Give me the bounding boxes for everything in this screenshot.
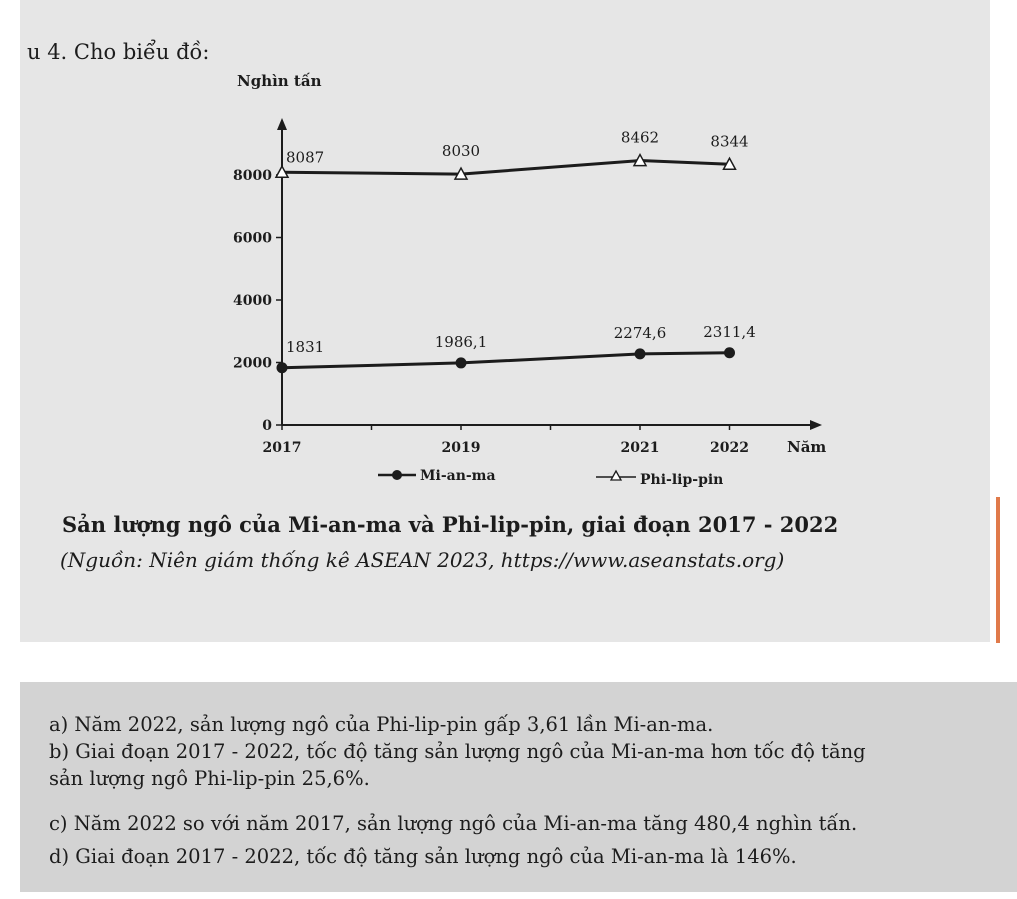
statement-d: d) Giai đoạn 2017 - 2022, tốc độ tăng sản lượng ngô của Mi-an-ma là 146%.: [49, 845, 797, 868]
statement-b-line2: sản lượng ngô Phi-lip-pin 25,6%.: [49, 767, 370, 790]
legend-marker-philippin: [611, 471, 621, 480]
y-tick-label: 6000: [233, 230, 272, 247]
x-tick-label: 2021: [620, 440, 660, 456]
y-axis-label: Nghìn tấn: [237, 72, 322, 90]
accent-bar: [996, 497, 1000, 643]
x-tick-label: 2022: [710, 440, 749, 456]
legend-label-mianma: Mi-an-ma: [420, 468, 496, 484]
y-tick-label: 8000: [233, 168, 272, 184]
chart-legend: [378, 468, 723, 488]
y-tick-label: 0: [262, 418, 272, 434]
data-label: 8462: [620, 128, 660, 147]
data-label: 2274,6: [613, 323, 667, 342]
chart-source: (Nguồn: Niên giám thống kê ASEAN 2023, https://www.aseanstats.org): [60, 548, 785, 572]
data-label: 8030: [441, 142, 481, 161]
series-line-0: [282, 353, 730, 368]
y-axis-arrow: [277, 118, 287, 130]
x-axis-label: Năm: [787, 438, 827, 456]
statement-c: c) Năm 2022 so với năm 2017, sản lượng ngô của Mi-an-ma tăng 480,4 nghìn tấn.: [49, 812, 858, 835]
data-label: 8344: [710, 132, 749, 151]
statement-b-line1: b) Giai đoạn 2017 - 2022, tốc độ tăng sản lượng ngô của Mi-an-ma hơn tốc độ tăng: [49, 740, 866, 763]
x-axis-arrow: [810, 420, 822, 430]
data-label: 1831: [286, 337, 325, 356]
data-label: 8087: [286, 148, 325, 167]
data-point: [277, 362, 288, 373]
chart-title: Sản lượng ngô của Mi-an-ma và Phi-lip-pin, giai đoạn 2017 - 2022: [62, 512, 839, 537]
series-line-1: [282, 161, 730, 175]
legend-marker-mianma: [392, 470, 402, 480]
question-title: u 4. Cho biểu đồ:: [27, 40, 210, 64]
x-tick-label: 2019: [441, 440, 481, 456]
x-tick-label: 2017: [262, 440, 302, 456]
statement-a: a) Năm 2022, sản lượng ngô của Phi-lip-pin gấp 3,61 lần Mi-an-ma.: [49, 713, 714, 736]
y-tick-label: 2000: [233, 355, 272, 372]
chart-series: [276, 129, 756, 374]
data-point: [456, 357, 467, 368]
data-label: 1986,1: [434, 332, 488, 351]
data-label: 2311,4: [703, 322, 756, 341]
data-point: [635, 348, 646, 359]
data-point: [724, 347, 735, 358]
y-tick-label: 4000: [233, 293, 272, 309]
legend-label-philippin: Phi-lip-pin: [640, 472, 724, 488]
